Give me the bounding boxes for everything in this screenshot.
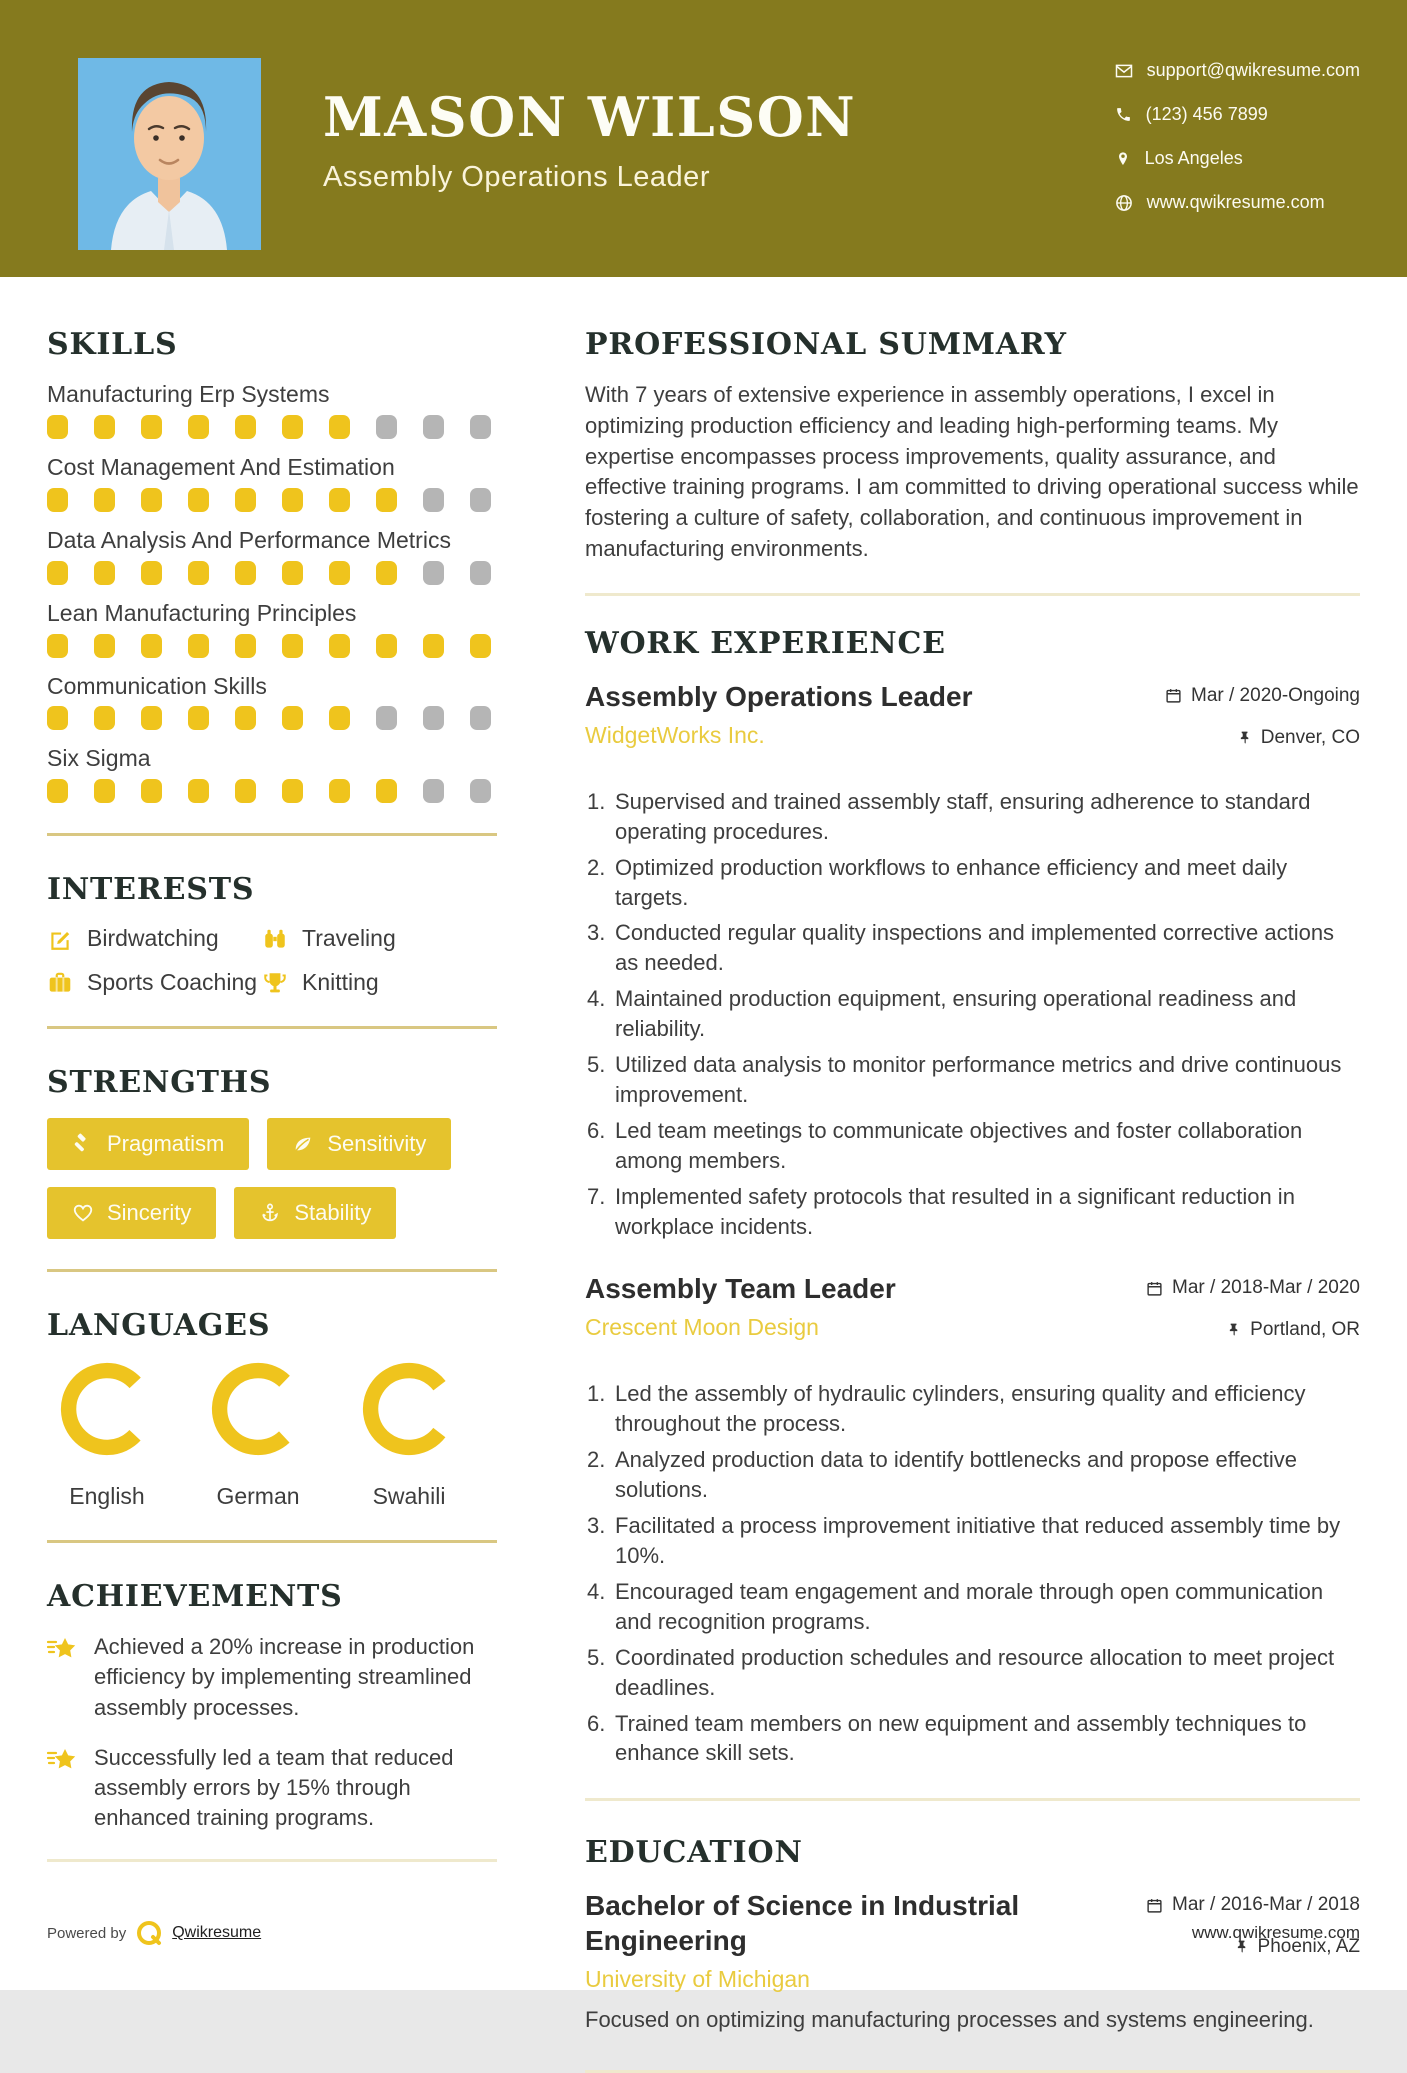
rating-dot-filled xyxy=(94,779,115,803)
rating-dot-empty xyxy=(423,779,444,803)
job-bullet: Facilitated a process improvement initiative that reduced assembly time by 10%. xyxy=(615,1513,1341,1568)
job-bullet-list xyxy=(585,787,1360,1242)
language-item xyxy=(349,1361,469,1510)
achievement-item xyxy=(47,1632,497,1722)
interest-label: Traveling xyxy=(302,925,396,952)
job-entry xyxy=(585,1271,1360,1768)
rating-dot-filled xyxy=(235,706,256,730)
skill-label: Cost Management And Estimation xyxy=(47,453,395,480)
rating-dot-filled xyxy=(47,415,68,439)
section-divider xyxy=(47,1269,497,1272)
strength-chip xyxy=(47,1118,249,1170)
rating-dot-filled xyxy=(94,706,115,730)
interest-item xyxy=(47,925,262,952)
rating-dot-filled xyxy=(47,706,68,730)
rating-dot-filled xyxy=(376,488,397,512)
interest-item xyxy=(47,969,262,996)
rating-dot-filled xyxy=(188,561,209,585)
rating-dot-filled xyxy=(235,561,256,585)
language-label: German xyxy=(216,1483,300,1510)
email-icon xyxy=(1115,62,1133,80)
job-location-text: Portland, OR xyxy=(1250,1319,1360,1341)
job-bullet: Encouraged team engagement and morale through open communication and recognition programs. xyxy=(615,1578,1324,1634)
candidate-title: Assembly Operations Leader xyxy=(323,161,710,194)
job-bullet-list xyxy=(585,1379,1360,1768)
job-bullet: Implemented safety protocols that resulted in a significant reduction in workplace incidents. xyxy=(615,1183,1295,1239)
header-band xyxy=(0,0,1407,277)
rating-dot-filled xyxy=(235,415,256,439)
skill-rating xyxy=(47,488,497,512)
footer-website-link[interactable]: www.qwikresume.com xyxy=(1191,1923,1360,1942)
qwikresume-brand-link[interactable]: Qwikresume xyxy=(172,1924,262,1941)
phone-icon xyxy=(1115,106,1132,123)
strength-label: Sincerity xyxy=(107,1200,192,1226)
heart-icon xyxy=(72,1202,94,1224)
rating-dot-filled xyxy=(141,561,162,585)
job-bullet: Trained team members on new equipment and assembly techniques to enhance skill sets. xyxy=(615,1710,1307,1766)
language-item xyxy=(47,1361,167,1510)
job-date xyxy=(1146,1277,1360,1299)
interest-label: Knitting xyxy=(302,969,379,996)
rating-dot-filled xyxy=(94,415,115,439)
rating-dot-empty xyxy=(470,706,491,730)
language-progress-arc xyxy=(59,1361,155,1457)
education-date xyxy=(1146,1894,1360,1916)
rating-dot-filled xyxy=(188,706,209,730)
section-divider xyxy=(585,1798,1360,1801)
rating-dot-filled xyxy=(282,706,303,730)
rating-dot-filled xyxy=(376,561,397,585)
rating-dot-empty xyxy=(376,706,397,730)
language-item xyxy=(198,1361,318,1510)
achievement-text: Achieved a 20% increase in production efficiency by implementing streamlined assembly processes. xyxy=(94,1634,475,1720)
interest-item xyxy=(262,925,497,952)
education-description: Focused on optimizing manufacturing processes and systems engineering. xyxy=(585,2007,1314,2033)
rating-dot-empty xyxy=(423,488,444,512)
rating-dot-filled xyxy=(282,634,303,658)
rating-dot-filled xyxy=(94,488,115,512)
skill-item xyxy=(47,526,497,585)
rating-dot-filled xyxy=(188,415,209,439)
job-location-text: Denver, CO xyxy=(1260,726,1360,748)
job-bullet: Coordinated production schedules and resource allocation to meet project deadlines. xyxy=(615,1644,1335,1700)
rating-dot-filled xyxy=(329,488,350,512)
shooting-star-icon xyxy=(47,1746,79,1776)
job-bullet: Led team meetings to communicate objectives and foster collaboration among members. xyxy=(615,1117,1303,1173)
skill-item xyxy=(47,744,497,803)
calendar-icon xyxy=(1146,1280,1163,1297)
rating-dot-empty xyxy=(423,415,444,439)
rating-dot-empty xyxy=(470,488,491,512)
education-heading: EDUCATION xyxy=(585,1835,803,1871)
strength-chip xyxy=(234,1187,396,1239)
anchor-icon xyxy=(259,1202,281,1224)
language-progress-arc xyxy=(361,1361,457,1457)
job-title: Assembly Team Leader xyxy=(585,1273,896,1305)
qwikresume-logo xyxy=(136,1920,162,1946)
rating-dot-filled xyxy=(282,415,303,439)
education-degree: Bachelor of Science in Industrial Engineering xyxy=(585,1890,1020,1957)
section-divider xyxy=(47,1859,497,1862)
calendar-icon xyxy=(1165,687,1182,704)
skill-label: Data Analysis And Performance Metrics xyxy=(47,526,451,553)
job-date-text: Mar / 2018-Mar / 2020 xyxy=(1172,1277,1360,1299)
rating-dot-empty xyxy=(470,779,491,803)
rating-dot-filled xyxy=(423,634,444,658)
skill-label: Communication Skills xyxy=(47,672,267,699)
rating-dot-empty xyxy=(376,415,397,439)
section-divider xyxy=(585,593,1360,596)
achievements-heading: ACHIEVEMENTS xyxy=(47,1579,343,1615)
rating-dot-filled xyxy=(47,779,68,803)
rating-dot-filled xyxy=(470,634,491,658)
achievement-item xyxy=(47,1743,497,1833)
section-divider xyxy=(47,1540,497,1543)
rating-dot-empty xyxy=(423,706,444,730)
rating-dot-filled xyxy=(376,634,397,658)
rating-dot-empty xyxy=(470,415,491,439)
languages-heading: LANGUAGES xyxy=(47,1308,271,1344)
powered-by-label: Powered by xyxy=(47,1924,127,1942)
rating-dot-filled xyxy=(141,779,162,803)
candidate-name: MASON WILSON xyxy=(323,85,857,149)
rating-dot-filled xyxy=(47,488,68,512)
rating-dot-filled xyxy=(376,779,397,803)
job-bullet: Utilized data analysis to monitor performance metrics and drive continuous improvement. xyxy=(615,1052,1342,1107)
job-location xyxy=(1146,1319,1360,1341)
section-divider xyxy=(47,833,497,836)
summary-heading: PROFESSIONAL SUMMARY xyxy=(585,327,1067,362)
job-bullet: Supervised and trained assembly staff, ensuring adherence to standard operating procedures. xyxy=(615,788,1311,844)
rating-dot-empty xyxy=(423,561,444,585)
rating-dot-filled xyxy=(141,634,162,658)
rating-dot-filled xyxy=(188,634,209,658)
skill-rating xyxy=(47,415,497,439)
job-entry xyxy=(585,679,1360,1242)
contact-website-text: www.qwikresume.com xyxy=(1146,192,1325,212)
contact-phone xyxy=(1115,104,1360,125)
interest-item xyxy=(262,969,497,996)
job-bullet: Led the assembly of hydraulic cylinders, ensuring quality and efficiency throughout the process. xyxy=(615,1381,1306,1437)
skill-rating xyxy=(47,634,497,658)
contact-location xyxy=(1115,148,1360,169)
language-progress-arc xyxy=(210,1361,306,1457)
education-entry xyxy=(585,1888,1360,2036)
rating-dot-filled xyxy=(141,415,162,439)
rating-dot-filled xyxy=(282,779,303,803)
rating-dot-filled xyxy=(188,488,209,512)
job-date xyxy=(1165,685,1360,707)
section-divider xyxy=(47,1026,497,1029)
profile-photo xyxy=(78,58,261,250)
job-date-text: Mar / 2020-Ongoing xyxy=(1191,684,1360,706)
rating-dot-filled xyxy=(141,706,162,730)
strength-label: Stability xyxy=(294,1200,372,1226)
strengths-heading: STRENGTHS xyxy=(47,1065,272,1101)
rating-dot-filled xyxy=(235,634,256,658)
education-location-text: Phoenix, AZ xyxy=(1257,1936,1360,1958)
job-bullet: Conducted regular quality inspections and implemented corrective actions as needed. xyxy=(615,920,1335,976)
rating-dot-filled xyxy=(141,488,162,512)
skills-heading: SKILLS xyxy=(47,327,178,362)
language-label: Swahili xyxy=(372,1483,446,1510)
skill-label: Manufacturing Erp Systems xyxy=(47,381,330,407)
profile-photo-illustration xyxy=(78,58,261,250)
rating-dot-filled xyxy=(329,779,350,803)
rating-dot-filled xyxy=(94,634,115,658)
leaf-icon xyxy=(292,1133,314,1155)
experience-heading: WORK EXPERIENCE xyxy=(585,625,946,661)
left-column xyxy=(47,327,497,2073)
strength-label: Sensitivity xyxy=(327,1131,427,1157)
skill-rating xyxy=(47,561,497,585)
calendar-icon xyxy=(1146,1897,1163,1914)
rating-dot-filled xyxy=(329,634,350,658)
skill-item xyxy=(47,453,497,512)
strength-label: Pragmatism xyxy=(107,1131,225,1157)
education-date-text: Mar / 2016-Mar / 2018 xyxy=(1172,1894,1360,1916)
shooting-star-icon xyxy=(47,1635,79,1665)
skill-item xyxy=(47,380,497,439)
contact-email xyxy=(1115,60,1360,81)
job-bullet: Maintained production equipment, ensuring operational readiness and reliability. xyxy=(615,986,1297,1042)
job-company: Crescent Moon Design xyxy=(585,1314,819,1341)
contact-location-text: Los Angeles xyxy=(1144,148,1243,168)
globe-icon xyxy=(1115,194,1133,212)
rating-dot-filled xyxy=(329,415,350,439)
interest-label: Birdwatching xyxy=(87,925,219,952)
contact-block xyxy=(1115,58,1360,213)
skill-rating xyxy=(47,779,497,803)
trophy-icon xyxy=(262,970,288,996)
skill-label: Six Sigma xyxy=(47,745,151,772)
rating-dot-filled xyxy=(329,706,350,730)
binoculars-icon xyxy=(262,926,288,952)
rating-dot-filled xyxy=(188,779,209,803)
contact-website xyxy=(1115,192,1360,213)
job-title: Assembly Operations Leader xyxy=(585,680,973,712)
skill-label: Lean Manufacturing Principles xyxy=(47,599,357,626)
rating-dot-filled xyxy=(47,561,68,585)
job-bullet: Analyzed production data to identify bottlenecks and propose effective solutions. xyxy=(615,1447,1298,1503)
skill-item xyxy=(47,672,497,731)
rating-dot-filled xyxy=(282,561,303,585)
edit-icon xyxy=(47,926,73,952)
rating-dot-filled xyxy=(282,488,303,512)
job-company: WidgetWorks Inc. xyxy=(585,721,765,748)
achievement-text: Successfully led a team that reduced assembly errors by 15% through enhanced training programs. xyxy=(94,1744,454,1830)
strength-chip xyxy=(267,1118,451,1170)
contact-phone-text: (123) 456 7899 xyxy=(1145,104,1268,124)
job-bullet: Optimized production workflows to enhance efficiency and meet daily targets. xyxy=(615,854,1288,910)
education-school: University of Michigan xyxy=(585,1966,810,1993)
location-icon xyxy=(1115,150,1131,168)
language-label: English xyxy=(69,1483,145,1510)
right-column xyxy=(585,327,1360,2073)
job-location xyxy=(1165,727,1360,749)
rating-dot-filled xyxy=(235,779,256,803)
rating-dot-filled xyxy=(47,634,68,658)
interests-heading: INTERESTS xyxy=(47,872,255,908)
pushpin-icon xyxy=(1237,730,1252,746)
rating-dot-filled xyxy=(235,488,256,512)
strength-chip xyxy=(47,1187,216,1239)
summary-text: With 7 years of extensive experience in assembly operations, I excel in optimizing production efficiency and leading high-performing teams. My expertise encompasses process improvements, quality assurance, and effective training programs. I am committed to driving operational success while fostering a culture of safety, collaboration, and continuous improvement in manufacturing environments. xyxy=(585,382,1359,561)
interest-label: Sports Coaching xyxy=(87,969,258,996)
skill-item xyxy=(47,599,497,658)
rating-dot-filled xyxy=(329,561,350,585)
footer xyxy=(47,1920,1360,1946)
briefcase-icon xyxy=(47,970,73,996)
skill-rating xyxy=(47,706,497,730)
gavel-icon xyxy=(72,1133,94,1155)
pushpin-icon xyxy=(1226,1322,1241,1338)
rating-dot-filled xyxy=(94,561,115,585)
rating-dot-empty xyxy=(470,561,491,585)
contact-email-text: support@qwikresume.com xyxy=(1146,60,1360,80)
